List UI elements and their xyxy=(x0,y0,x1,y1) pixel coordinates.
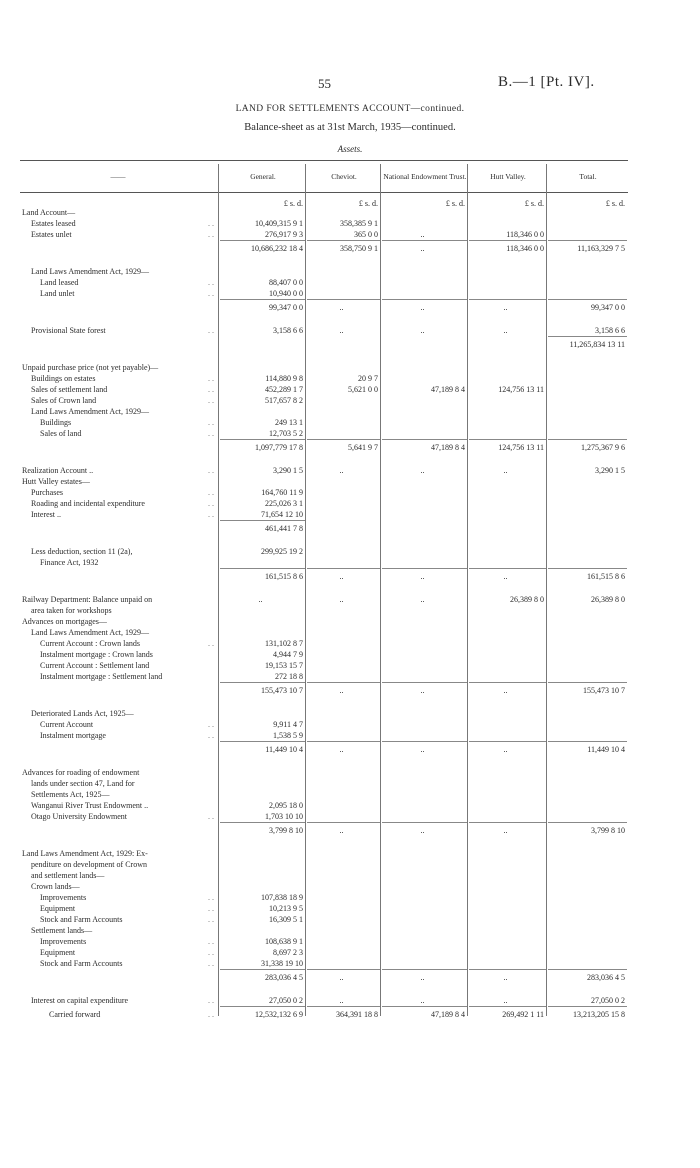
row-label: Estates unlet xyxy=(31,229,72,239)
cell-hutt: 26,389 8 0 xyxy=(510,594,544,604)
row-label: and settlement lands— xyxy=(31,870,105,880)
subtotal-rule xyxy=(382,1006,467,1007)
leader-dots: . . xyxy=(208,947,214,957)
subtotal-rule xyxy=(548,299,627,300)
row-label: Land leased xyxy=(40,277,79,287)
cell-hutt: .. xyxy=(503,572,508,582)
cell-national: .. xyxy=(420,465,425,475)
cell-hutt: .. xyxy=(503,972,508,982)
row-label: Equipment xyxy=(40,903,76,913)
cell-national: .. xyxy=(420,303,425,313)
cell-total: 27,050 0 2 xyxy=(591,995,625,1005)
cell-general: 9,911 4 7 xyxy=(273,719,303,729)
leader-dots: . . xyxy=(208,958,214,968)
subtotal-rule xyxy=(548,822,627,823)
cell-general: 3,158 6 6 xyxy=(273,325,303,335)
cell-national: .. xyxy=(420,972,425,982)
cell-total: 283,036 4 5 xyxy=(587,972,625,982)
row-label: Sales of settlement land xyxy=(31,384,108,394)
row-label: Advances on mortgages— xyxy=(22,616,107,626)
page-number: 55 xyxy=(318,76,331,91)
column-header-total: Total. xyxy=(579,172,597,181)
cell-total: 3,799 8 10 xyxy=(591,826,625,836)
subtotal-rule xyxy=(220,741,305,742)
unit-header-general: £ s. d. xyxy=(283,199,303,208)
leader-dots: . . xyxy=(208,914,214,924)
row-label: Railway Department: Balance unpaid on xyxy=(22,594,153,604)
cell-cheviot: .. xyxy=(339,303,344,313)
cell-national: .. xyxy=(420,995,425,1005)
section-title: Assets. xyxy=(337,144,363,154)
cell-national: .. xyxy=(420,325,425,335)
cell-cheviot: 358,750 9 1 xyxy=(340,244,378,254)
leader-dots: . . xyxy=(208,638,214,648)
cell-general: 10,686,232 18 4 xyxy=(251,244,303,254)
cell-general: 10,213 9 5 xyxy=(269,903,303,913)
cell-total: 26,389 8 0 xyxy=(591,594,625,604)
leader-dots: . . xyxy=(208,1010,214,1019)
subtotal-rule xyxy=(469,741,546,742)
unit-header-hutt: £ s. d. xyxy=(524,199,544,208)
subtotal-rule xyxy=(220,969,305,970)
cell-cheviot: .. xyxy=(339,826,344,836)
row-label: Wanganui River Trust Endowment .. xyxy=(31,800,149,810)
cell-cheviot: .. xyxy=(339,465,344,475)
cell-general: 161,515 8 6 xyxy=(265,572,303,582)
cell-general: 249 13 1 xyxy=(275,417,303,427)
subtotal-rule xyxy=(382,299,467,300)
cell-cheviot: .. xyxy=(339,745,344,755)
cell-general: 2,095 18 0 xyxy=(269,800,303,810)
cell-total: 161,515 8 6 xyxy=(587,572,625,582)
leader-dots: . . xyxy=(208,395,214,405)
account-title: LAND FOR SETTLEMENTS ACCOUNT—continued. xyxy=(235,104,465,114)
leader-dots: . . xyxy=(208,417,214,427)
leader-dots: . . xyxy=(208,892,214,902)
row-label: Sales of land xyxy=(40,428,82,438)
row-label: Improvements xyxy=(40,936,87,946)
subtotal-rule xyxy=(307,1006,380,1007)
cell-general: 225,026 3 1 xyxy=(265,498,303,508)
cell-general: 131,102 8 7 xyxy=(265,638,303,648)
cell-cheviot: 365 0 0 xyxy=(354,229,378,239)
row-label: Land Laws Amendment Act, 1929— xyxy=(31,266,149,276)
cell-general: 3,290 1 5 xyxy=(273,465,303,475)
cell-general: 11,449 10 4 xyxy=(265,745,303,755)
subtotal-rule xyxy=(548,439,627,440)
subtotal-rule xyxy=(307,741,380,742)
cell-general: 99,347 0 0 xyxy=(269,303,303,313)
leader-dots: . . xyxy=(208,325,214,335)
cell-cheviot: .. xyxy=(339,594,344,604)
cell-general: 276,917 9 3 xyxy=(265,229,303,239)
subtotal-rule xyxy=(469,299,546,300)
row-label: Land Laws Amendment Act, 1929: Ex- xyxy=(22,848,148,858)
subtotal-rule xyxy=(220,568,305,569)
leader-dots: . . xyxy=(208,509,214,519)
subtotal-rule xyxy=(220,439,305,440)
cell-hutt: .. xyxy=(503,995,508,1005)
cell-total: 3,158 6 6 xyxy=(595,325,625,335)
cell-cheviot: .. xyxy=(339,325,344,335)
subtotal-rule xyxy=(307,568,380,569)
column-divider xyxy=(305,164,306,1016)
cell-total: 13,213,205 15 8 xyxy=(573,1010,625,1019)
cell-hutt: 124,756 13 11 xyxy=(498,443,544,453)
cell-general: 10,940 0 0 xyxy=(269,288,303,298)
cell-general: 1,703 10 10 xyxy=(265,811,303,821)
cell-hutt: 124,756 13 11 xyxy=(498,384,544,394)
row-label: Sales of Crown land xyxy=(31,395,97,405)
cell-general: 10,409,315 9 1 xyxy=(255,218,303,228)
cell-cheviot: .. xyxy=(339,972,344,982)
cell-total: 11,265,834 13 11 xyxy=(569,340,625,350)
row-label: penditure on development of Crown xyxy=(31,859,147,869)
row-label: lands under section 47, Land for xyxy=(31,778,135,788)
subtotal-rule xyxy=(469,682,546,683)
unit-header-total: £ s. d. xyxy=(605,199,625,208)
cell-general: 108,638 9 1 xyxy=(265,936,303,946)
cell-national: 47,189 8 4 xyxy=(431,384,465,394)
column-header-hutt-valley: Hutt Valley. xyxy=(490,172,526,181)
subtotal-rule xyxy=(548,1006,627,1007)
cell-cheviot: .. xyxy=(339,995,344,1005)
leader-dots: . . xyxy=(208,288,214,298)
row-label: Interest .. xyxy=(31,509,61,519)
row-label: Roading and incidental expenditure xyxy=(31,498,145,508)
cell-general: 12,532,132 6 9 xyxy=(255,1010,303,1019)
subtotal-rule xyxy=(382,741,467,742)
row-label: Crown lands— xyxy=(31,881,80,891)
cell-general: 27,050 0 2 xyxy=(269,995,303,1005)
subtotal-rule xyxy=(382,439,467,440)
subtotal-rule xyxy=(220,1006,305,1007)
row-label: Current Account xyxy=(40,719,94,729)
balance-sheet-title: Balance-sheet as at 31st March, 1935—continued. xyxy=(244,122,456,133)
subtotal-rule xyxy=(220,822,305,823)
subtotal-rule xyxy=(469,822,546,823)
column-header-national-endowment: National Endowment Trust. xyxy=(383,172,467,181)
subtotal-rule xyxy=(382,969,467,970)
cell-general: .. xyxy=(258,594,263,604)
cell-total: 99,347 0 0 xyxy=(591,303,625,313)
row-label: Instalment mortgage xyxy=(40,730,106,740)
row-label: Finance Act, 1932 xyxy=(40,557,99,567)
cell-hutt: .. xyxy=(503,686,508,696)
cell-cheviot: .. xyxy=(339,686,344,696)
cell-cheviot: 5,641 9 7 xyxy=(348,443,378,453)
row-label: Buildings xyxy=(40,417,72,427)
cell-general: 88,407 0 0 xyxy=(269,277,303,287)
leader-dots: . . xyxy=(208,936,214,946)
cell-general: 164,760 11 9 xyxy=(261,487,303,497)
subtotal-rule xyxy=(307,439,380,440)
leader-dots: . . xyxy=(208,498,214,508)
leader-dots: . . xyxy=(208,465,214,475)
cell-hutt: .. xyxy=(503,303,508,313)
cell-general: 8,697 2 3 xyxy=(273,947,303,957)
cell-general: 155,473 10 7 xyxy=(261,686,303,696)
leader-dots: . . xyxy=(208,995,214,1005)
row-label: Deteriorated Lands Act, 1925— xyxy=(31,708,134,718)
subtotal-rule xyxy=(220,520,305,521)
cell-total: 155,473 10 7 xyxy=(583,686,625,696)
cell-general: 31,338 19 10 xyxy=(261,958,303,968)
cell-general: 1,538 5 9 xyxy=(273,730,303,740)
cell-hutt: 269,492 1 11 xyxy=(502,1010,544,1019)
cell-national: .. xyxy=(420,594,425,604)
cell-national: 47,189 8 4 xyxy=(431,443,465,453)
header-bottom-rule xyxy=(20,192,628,193)
cell-total: 3,290 1 5 xyxy=(595,465,625,475)
cell-general: 461,441 7 8 xyxy=(265,524,303,534)
cell-general: 12,703 5 2 xyxy=(269,428,303,438)
subtotal-rule xyxy=(548,568,627,569)
column-divider xyxy=(380,164,381,1016)
cell-national: .. xyxy=(420,686,425,696)
cell-hutt: .. xyxy=(503,826,508,836)
subtotal-rule xyxy=(469,969,546,970)
row-label: Less deduction, section 11 (2a), xyxy=(31,546,133,556)
cell-cheviot: 364,391 18 8 xyxy=(336,1010,378,1019)
cell-general: 272 18 8 xyxy=(275,671,303,681)
cell-general: 4,944 7 9 xyxy=(273,649,303,659)
column-header-label: —— xyxy=(110,172,126,181)
leader-dots: . . xyxy=(208,730,214,740)
subtotal-rule xyxy=(220,682,305,683)
row-label: Estates leased xyxy=(31,218,76,228)
leader-dots: . . xyxy=(208,218,214,228)
subtotal-rule xyxy=(548,240,627,241)
cell-general: 1,097,779 17 8 xyxy=(255,443,303,453)
cell-hutt: .. xyxy=(503,465,508,475)
row-label: Buildings on estates xyxy=(31,373,96,383)
subtotal-rule xyxy=(469,568,546,569)
leader-dots: . . xyxy=(208,384,214,394)
row-label: Equipment xyxy=(40,947,76,957)
cell-general: 114,880 9 8 xyxy=(265,373,303,383)
cell-general: 19,153 15 7 xyxy=(265,660,303,670)
row-label: Settlements Act, 1925— xyxy=(31,789,110,799)
cell-hutt: 118,346 0 0 xyxy=(506,244,544,254)
cell-general: 452,289 1 7 xyxy=(265,384,303,394)
row-label: Current Account : Settlement land xyxy=(40,660,150,670)
cell-national: 47,189 8 4 xyxy=(431,1010,465,1019)
subtotal-rule xyxy=(307,299,380,300)
subtotal-rule xyxy=(307,682,380,683)
cell-general: 517,657 8 2 xyxy=(265,395,303,405)
row-label: Land Laws Amendment Act, 1929— xyxy=(31,627,149,637)
subtotal-rule xyxy=(307,969,380,970)
cell-national: .. xyxy=(420,572,425,582)
subtotal-rule xyxy=(382,240,467,241)
leader-dots: . . xyxy=(208,229,214,239)
unit-header-cheviot: £ s. d. xyxy=(358,199,378,208)
leader-dots: . . xyxy=(208,428,214,438)
row-label: Instalment mortgage : Crown lands xyxy=(40,649,153,659)
column-header-cheviot: Cheviot. xyxy=(331,172,357,181)
cell-hutt: 118,346 0 0 xyxy=(506,229,544,239)
row-label: Instalment mortgage : Settlement land xyxy=(40,671,163,681)
subtotal-rule xyxy=(382,568,467,569)
column-divider xyxy=(546,164,547,1016)
row-label: Land unlet xyxy=(40,288,75,298)
cell-cheviot: .. xyxy=(339,572,344,582)
cell-total: 1,275,367 9 6 xyxy=(581,443,625,453)
cell-cheviot: 20 9 7 xyxy=(358,373,378,383)
row-label: Otago University Endowment xyxy=(31,811,127,821)
row-label: Current Account : Crown lands xyxy=(40,638,140,648)
row-label: area taken for workshops xyxy=(31,605,112,615)
row-label: Interest on capital expenditure xyxy=(31,995,129,1005)
subtotal-rule xyxy=(307,822,380,823)
cell-total: 11,449 10 4 xyxy=(587,745,625,755)
cell-hutt: .. xyxy=(503,325,508,335)
cell-cheviot: 358,385 9 1 xyxy=(340,218,378,228)
subtotal-rule xyxy=(382,682,467,683)
cell-cheviot: 5,621 0 0 xyxy=(348,384,378,394)
cell-general: 107,838 18 9 xyxy=(261,892,303,902)
cell-general: 3,799 8 10 xyxy=(269,826,303,836)
subtotal-rule xyxy=(469,1006,546,1007)
cell-national: .. xyxy=(420,826,425,836)
leader-dots: . . xyxy=(208,719,214,729)
cell-general: 16,309 5 1 xyxy=(269,914,303,924)
row-label: Land Laws Amendment Act, 1929— xyxy=(31,406,149,416)
subtotal-rule xyxy=(548,969,627,970)
leader-dots: . . xyxy=(208,811,214,821)
cell-general: 71,654 12 10 xyxy=(261,509,303,519)
row-label: Carried forward xyxy=(49,1010,101,1019)
cell-general: 299,925 19 2 xyxy=(261,546,303,556)
cell-national: .. xyxy=(420,244,425,254)
subtotal-rule xyxy=(220,299,305,300)
row-label: Settlement lands— xyxy=(31,925,93,935)
row-label: Stock and Farm Accounts xyxy=(40,958,123,968)
subtotal-rule xyxy=(548,741,627,742)
subtotal-rule xyxy=(220,240,305,241)
row-label: Advances for roading of endowment xyxy=(22,767,140,777)
row-label: Stock and Farm Accounts xyxy=(40,914,123,924)
row-label: Purchases xyxy=(31,487,63,497)
leader-dots: . . xyxy=(208,277,214,287)
subtotal-rule xyxy=(382,822,467,823)
row-label: Hutt Valley estates— xyxy=(22,476,90,486)
leader-dots: . . xyxy=(208,903,214,913)
leader-dots: . . xyxy=(208,487,214,497)
row-label: Unpaid purchase price (not yet payable)— xyxy=(22,363,159,372)
unit-header-national: £ s. d. xyxy=(445,199,465,208)
row-label: Land Account— xyxy=(22,208,76,217)
document-reference: B.—1 [Pt. IV]. xyxy=(498,74,595,90)
row-label: Improvements xyxy=(40,892,87,902)
column-header-general: General. xyxy=(250,172,276,181)
table-top-rule xyxy=(20,160,628,161)
subtotal-rule xyxy=(307,240,380,241)
row-label: Realization Account .. xyxy=(22,465,94,475)
cell-hutt: .. xyxy=(503,745,508,755)
subtotal-rule xyxy=(469,439,546,440)
total-rule xyxy=(548,336,627,337)
column-divider xyxy=(467,164,468,1016)
cell-national: .. xyxy=(420,745,425,755)
cell-national: .. xyxy=(420,229,425,239)
cell-general: 283,036 4 5 xyxy=(265,972,303,982)
subtotal-rule xyxy=(548,682,627,683)
cell-total: 11,163,329 7 5 xyxy=(577,244,625,254)
leader-dots: . . xyxy=(208,373,214,383)
row-label: Provisional State forest xyxy=(31,325,106,335)
subtotal-rule xyxy=(469,240,546,241)
